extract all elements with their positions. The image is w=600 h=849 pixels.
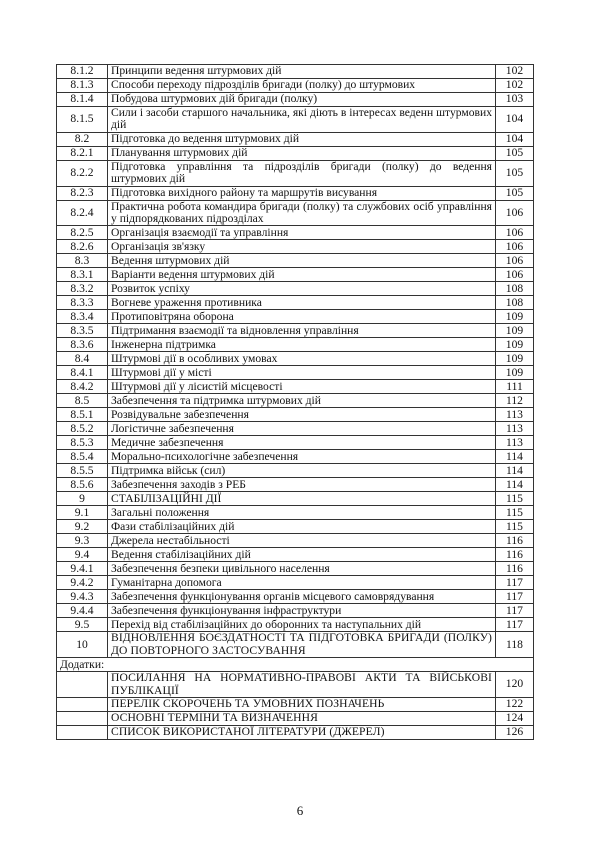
toc-row bbox=[57, 492, 534, 506]
section-number: 8.4 bbox=[57, 352, 108, 366]
page-ref: 116 bbox=[496, 562, 534, 576]
toc-row bbox=[57, 296, 534, 310]
section-title: Логістичне забезпечення bbox=[108, 422, 496, 436]
page-ref: 106 bbox=[496, 226, 534, 240]
page-ref: 117 bbox=[496, 618, 534, 632]
section-number: 8.2.5 bbox=[57, 226, 108, 240]
section-title: Практична робота командира бригади (полку) та службових осіб управління у підпорядкованих підрозділах bbox=[108, 200, 496, 226]
section-title: Забезпечення функціонування інфраструктури bbox=[108, 604, 496, 618]
section-title: Забезпечення безпеки цивільного населення bbox=[108, 562, 496, 576]
section-number: 9.3 bbox=[57, 534, 108, 548]
toc-row bbox=[57, 604, 534, 618]
section-number: 8.2.2 bbox=[57, 160, 108, 186]
page-ref: 115 bbox=[496, 492, 534, 506]
toc-row bbox=[57, 254, 534, 268]
section-number: 8.2.6 bbox=[57, 240, 108, 254]
section-title: Медичне забезпечення bbox=[108, 436, 496, 450]
page-ref: 114 bbox=[496, 464, 534, 478]
section-title: Варіанти ведення штурмових дій bbox=[108, 268, 496, 282]
toc-row bbox=[57, 132, 534, 146]
section-number: 8.5.6 bbox=[57, 478, 108, 492]
toc-row bbox=[57, 310, 534, 324]
section-number: 8.3.6 bbox=[57, 338, 108, 352]
page-ref: 109 bbox=[496, 324, 534, 338]
section-title: Підготовка вихідного району та маршрутів висування bbox=[108, 186, 496, 200]
section-title: Організація зв'язку bbox=[108, 240, 496, 254]
toc-row bbox=[57, 506, 534, 520]
section-title: Загальні положення bbox=[108, 506, 496, 520]
section-number: 8.1.2 bbox=[57, 65, 108, 79]
toc-row bbox=[57, 632, 534, 658]
table-of-contents bbox=[56, 64, 534, 740]
toc-row bbox=[57, 590, 534, 604]
section-title: Планування штурмових дій bbox=[108, 146, 496, 160]
appendix-label: Додатки: bbox=[57, 658, 534, 672]
page-ref: 108 bbox=[496, 282, 534, 296]
toc-row bbox=[57, 352, 534, 366]
section-title: Підготовка управління та підрозділів бригади (полку) до ведення штурмових дій bbox=[108, 160, 496, 186]
section-number: 9.5 bbox=[57, 618, 108, 632]
section-number: 8.4.1 bbox=[57, 366, 108, 380]
toc-row bbox=[57, 672, 534, 698]
section-title: Ведення штурмових дій bbox=[108, 254, 496, 268]
page-ref: 113 bbox=[496, 422, 534, 436]
section-number: 9 bbox=[57, 492, 108, 506]
page-ref: 126 bbox=[496, 726, 534, 740]
toc-row bbox=[57, 534, 534, 548]
section-title: Підготовка до ведення штурмових дій bbox=[108, 132, 496, 146]
page-number: 6 bbox=[296, 803, 304, 818]
page-ref: 105 bbox=[496, 146, 534, 160]
section-title: Побудова штурмових дій бригади (полку) bbox=[108, 93, 496, 107]
section-title: Перехід від стабілізаційних до оборонних та наступальних дій bbox=[108, 618, 496, 632]
section-number: 9.4.1 bbox=[57, 562, 108, 576]
page-ref: 106 bbox=[496, 240, 534, 254]
page-ref: 102 bbox=[496, 65, 534, 79]
page-ref: 122 bbox=[496, 698, 534, 712]
page-ref: 109 bbox=[496, 366, 534, 380]
toc-row bbox=[57, 562, 534, 576]
section-title: Забезпечення та підтримка штурмових дій bbox=[108, 394, 496, 408]
section-title: СПИСОК ВИКОРИСТАНОЇ ЛІТЕРАТУРИ (ДЖЕРЕЛ) bbox=[108, 726, 496, 740]
page-ref: 124 bbox=[496, 712, 534, 726]
section-title: ПОСИЛАННЯ НА НОРМАТИВНО-ПРАВОВІ АКТИ ТА ВІЙСЬКОВІ ПУБЛІКАЦІЇ bbox=[108, 672, 496, 698]
toc-row bbox=[57, 268, 534, 282]
section-number: 8.2.4 bbox=[57, 200, 108, 226]
page-ref: 109 bbox=[496, 352, 534, 366]
toc-row bbox=[57, 93, 534, 107]
section-title: Організація взаємодії та управління bbox=[108, 226, 496, 240]
section-number: 8.1.3 bbox=[57, 79, 108, 93]
page-ref: 104 bbox=[496, 132, 534, 146]
section-title: Джерела нестабільності bbox=[108, 534, 496, 548]
section-title: ОСНОВНІ ТЕРМІНИ ТА ВИЗНАЧЕННЯ bbox=[108, 712, 496, 726]
section-title: Штурмові дії в особливих умовах bbox=[108, 352, 496, 366]
section-title: Розвиток успіху bbox=[108, 282, 496, 296]
toc-row bbox=[57, 422, 534, 436]
section-title: Штурмові дії у лісистій місцевості bbox=[108, 380, 496, 394]
toc-row bbox=[57, 726, 534, 740]
toc-row bbox=[57, 548, 534, 562]
section-number: 8.2 bbox=[57, 132, 108, 146]
toc-row bbox=[57, 576, 534, 590]
toc-row bbox=[57, 698, 534, 712]
page-ref: 103 bbox=[496, 93, 534, 107]
section-number bbox=[57, 726, 108, 740]
section-number: 8.3 bbox=[57, 254, 108, 268]
section-number: 8.3.4 bbox=[57, 310, 108, 324]
section-title: Сили і засоби старшого начальника, які діють в інтересах веденн штурмових дій bbox=[108, 107, 496, 133]
section-number: 8.5.5 bbox=[57, 464, 108, 478]
toc-row bbox=[57, 450, 534, 464]
toc-row bbox=[57, 282, 534, 296]
section-title: Підтримання взаємодії та відновлення управління bbox=[108, 324, 496, 338]
page-ref: 104 bbox=[496, 107, 534, 133]
toc-row bbox=[57, 200, 534, 226]
section-title: ПЕРЕЛІК СКОРОЧЕНЬ ТА УМОВНИХ ПОЗНАЧЕНЬ bbox=[108, 698, 496, 712]
page-ref: 108 bbox=[496, 296, 534, 310]
page-ref: 116 bbox=[496, 548, 534, 562]
toc-row bbox=[57, 146, 534, 160]
section-title: Штурмові дії у місті bbox=[108, 366, 496, 380]
toc-row bbox=[57, 160, 534, 186]
section-number: 8.1.4 bbox=[57, 93, 108, 107]
section-title: Способи переходу підрозділів бригади (полку) до штурмових bbox=[108, 79, 496, 93]
page-ref: 114 bbox=[496, 450, 534, 464]
section-number bbox=[57, 698, 108, 712]
section-number: 9.2 bbox=[57, 520, 108, 534]
section-number: 8.5 bbox=[57, 394, 108, 408]
page-ref: 115 bbox=[496, 520, 534, 534]
section-title: Протиповітряна оборона bbox=[108, 310, 496, 324]
toc-row bbox=[57, 107, 534, 133]
page-ref: 105 bbox=[496, 160, 534, 186]
toc-row bbox=[57, 338, 534, 352]
section-title: Інженерна підтримка bbox=[108, 338, 496, 352]
section-number: 8.2.3 bbox=[57, 186, 108, 200]
page-ref: 105 bbox=[496, 186, 534, 200]
section-title: Ведення стабілізаційних дій bbox=[108, 548, 496, 562]
appendix-header-row bbox=[57, 658, 534, 672]
section-number: 10 bbox=[57, 632, 108, 658]
section-number bbox=[57, 712, 108, 726]
toc-row bbox=[57, 186, 534, 200]
page-ref: 116 bbox=[496, 534, 534, 548]
section-title: ВІДНОВЛЕННЯ БОЄЗДАТНОСТІ ТА ПІДГОТОВКА БРИГАДИ (ПОЛКУ) ДО ПОВТОРНОГО ЗАСТОСУВАННЯ bbox=[108, 632, 496, 658]
page-ref: 115 bbox=[496, 506, 534, 520]
toc-row bbox=[57, 618, 534, 632]
section-number: 8.5.1 bbox=[57, 408, 108, 422]
section-number: 9.4.3 bbox=[57, 590, 108, 604]
page-ref: 113 bbox=[496, 408, 534, 422]
section-number: 9.4.2 bbox=[57, 576, 108, 590]
page-ref: 106 bbox=[496, 254, 534, 268]
toc-row bbox=[57, 79, 534, 93]
section-title: Забезпечення функціонування органів місцевого самоврядування bbox=[108, 590, 496, 604]
section-number: 9.1 bbox=[57, 506, 108, 520]
toc-row bbox=[57, 65, 534, 79]
page-ref: 106 bbox=[496, 200, 534, 226]
toc-row bbox=[57, 394, 534, 408]
page-ref: 117 bbox=[496, 604, 534, 618]
section-title: Морально-психологічне забезпечення bbox=[108, 450, 496, 464]
toc-row bbox=[57, 366, 534, 380]
section-number: 8.3.2 bbox=[57, 282, 108, 296]
page-ref: 117 bbox=[496, 590, 534, 604]
toc-row bbox=[57, 436, 534, 450]
section-number: 8.2.1 bbox=[57, 146, 108, 160]
section-number: 8.3.3 bbox=[57, 296, 108, 310]
section-number: 8.3.1 bbox=[57, 268, 108, 282]
section-number bbox=[57, 672, 108, 698]
section-title: Фази стабілізаційних дій bbox=[108, 520, 496, 534]
section-title: Вогневе ураження противника bbox=[108, 296, 496, 310]
section-title: Розвідувальне забезпечення bbox=[108, 408, 496, 422]
page-ref: 112 bbox=[496, 394, 534, 408]
section-title: Підтримка військ (сил) bbox=[108, 464, 496, 478]
page-ref: 111 bbox=[496, 380, 534, 394]
section-title: СТАБІЛІЗАЦІЙНІ ДІЇ bbox=[108, 492, 496, 506]
page-ref: 113 bbox=[496, 436, 534, 450]
page-ref: 106 bbox=[496, 268, 534, 282]
page-ref: 102 bbox=[496, 79, 534, 93]
section-number: 8.5.4 bbox=[57, 450, 108, 464]
toc-row bbox=[57, 408, 534, 422]
toc-row bbox=[57, 226, 534, 240]
section-title: Забезпечення заходів з РЕБ bbox=[108, 478, 496, 492]
section-number: 8.3.5 bbox=[57, 324, 108, 338]
page-ref: 114 bbox=[496, 478, 534, 492]
section-number: 9.4.4 bbox=[57, 604, 108, 618]
page-ref: 118 bbox=[496, 632, 534, 658]
toc-row bbox=[57, 324, 534, 338]
section-number: 9.4 bbox=[57, 548, 108, 562]
toc-row bbox=[57, 478, 534, 492]
toc-row bbox=[57, 464, 534, 478]
toc-row bbox=[57, 380, 534, 394]
section-number: 8.1.5 bbox=[57, 107, 108, 133]
page-ref: 109 bbox=[496, 338, 534, 352]
page-ref: 120 bbox=[496, 672, 534, 698]
section-number: 8.4.2 bbox=[57, 380, 108, 394]
toc-row bbox=[57, 712, 534, 726]
page-ref: 117 bbox=[496, 576, 534, 590]
toc-row bbox=[57, 520, 534, 534]
section-title: Принципи ведення штурмових дій bbox=[108, 65, 496, 79]
section-number: 8.5.2 bbox=[57, 422, 108, 436]
section-title: Гуманітарна допомога bbox=[108, 576, 496, 590]
page-ref: 109 bbox=[496, 310, 534, 324]
section-number: 8.5.3 bbox=[57, 436, 108, 450]
toc-row bbox=[57, 240, 534, 254]
